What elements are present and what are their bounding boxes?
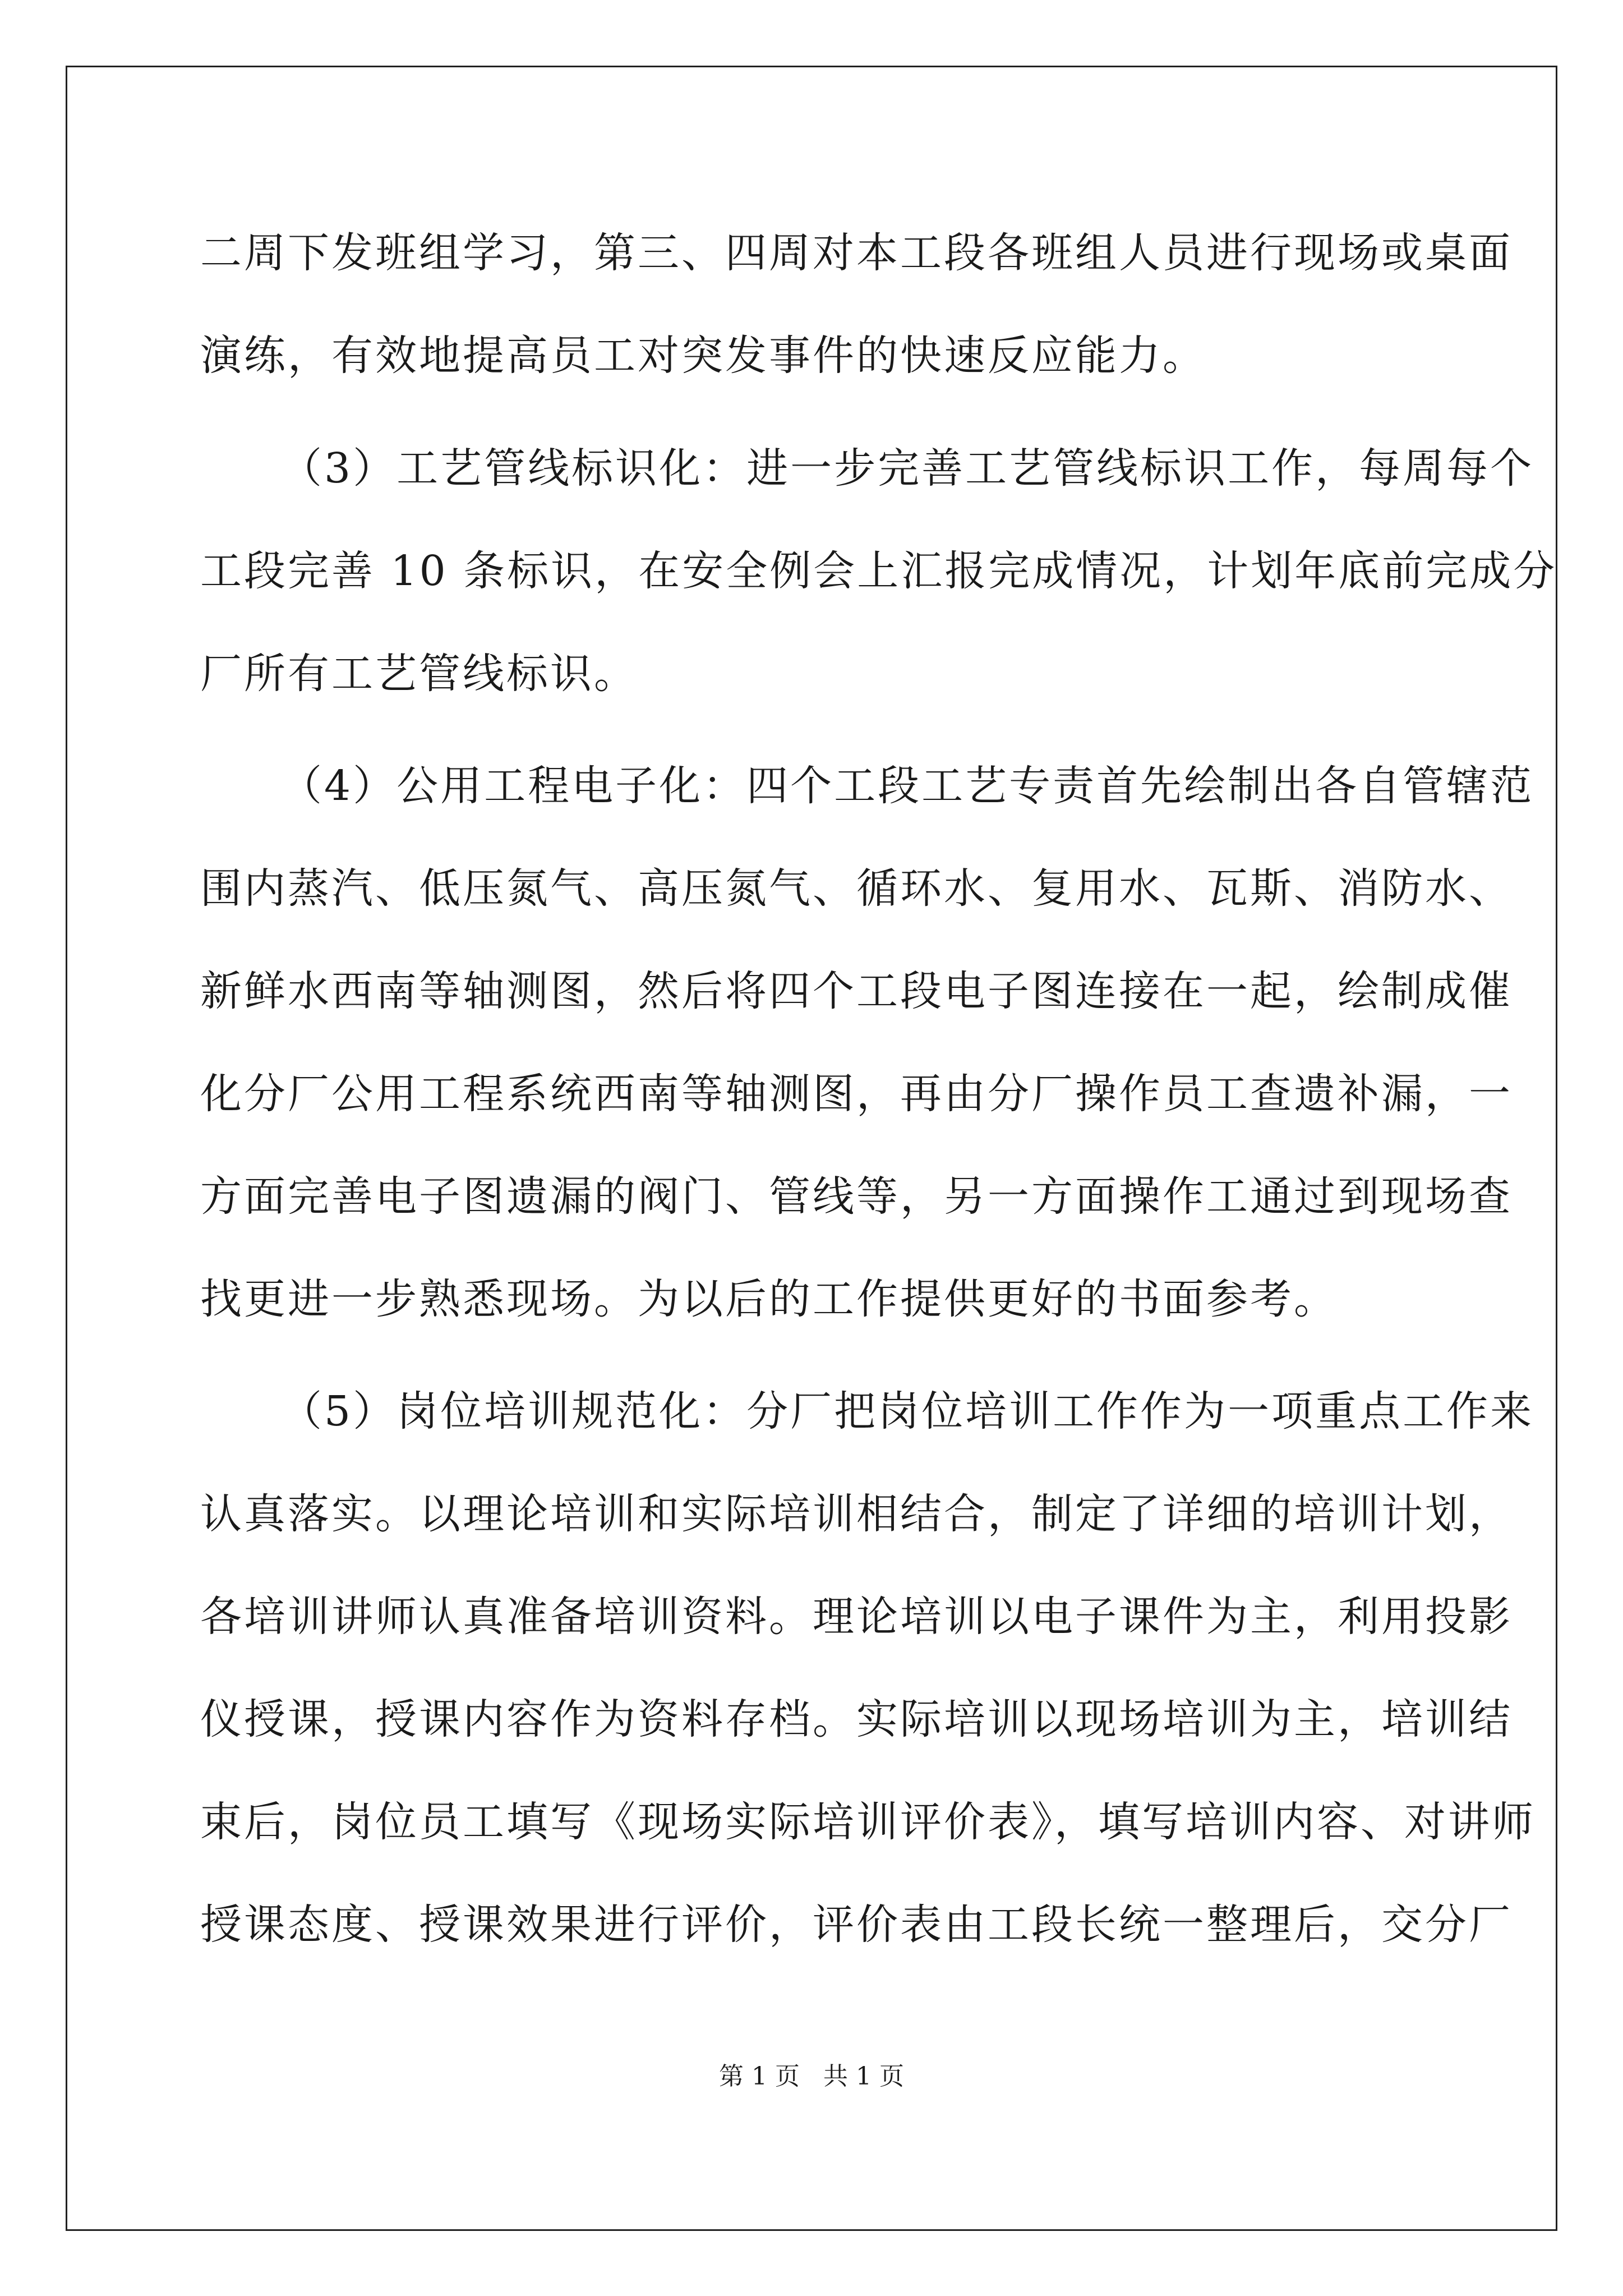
paragraph-line: 方面完善电子图遗漏的阀门、管线等，另一方面操作工通过到现场查 bbox=[200, 1172, 1513, 1221]
paragraph-line: 厂所有工艺管线标识。 bbox=[200, 650, 638, 698]
paragraph-line: 各培训讲师认真准备培训资料。理论培训以电子课件为主，利用投影 bbox=[200, 1593, 1513, 1641]
paragraph-line: 授课态度、授课效果进行评价，评价表由工段长统一整理后，交分厂 bbox=[200, 1901, 1513, 1949]
paragraph-line: 认真落实。以理论培训和实际培训相结合，制定了详细的培训计划， bbox=[200, 1490, 1513, 1538]
paragraph-line: 工段完善 10 条标识，在安全例会上汇报完成情况，计划年底前完成分 bbox=[200, 547, 1557, 595]
paragraph-line: 化分厂公用工程系统西南等轴测图，再由分厂操作员工查遗补漏，一 bbox=[200, 1070, 1513, 1118]
page-footer: 第 1 页 共 1 页 bbox=[719, 2062, 904, 2091]
paragraph-line: （4）公用工程电子化：四个工段工艺专责首先绘制出各自管辖范 bbox=[280, 762, 1534, 810]
paragraph-line: （3）工艺管线标识化：进一步完善工艺管线标识工作，每周每个 bbox=[280, 444, 1534, 493]
paragraph-line: 仪授课，授课内容作为资料存档。实际培训以现场培训为主，培训结 bbox=[200, 1695, 1513, 1743]
paragraph-line: 新鲜水西南等轴测图，然后将四个工段电子图连接在一起，绘制成催 bbox=[200, 967, 1513, 1015]
paragraph-line: 二周下发班组学习，第三、四周对本工段各班组人员进行现场或桌面 bbox=[200, 229, 1513, 277]
paragraph-line: 演练，有效地提高员工对突发事件的快速反应能力。 bbox=[200, 332, 1206, 380]
paragraph-line: 束后，岗位员工填写《现场实际培训评价表》，填写培训内容、对讲师 bbox=[200, 1798, 1536, 1846]
paragraph-line: （5）岗位培训规范化：分厂把岗位培训工作作为一项重点工作来 bbox=[280, 1387, 1534, 1435]
paragraph-line: 找更进一步熟悉现场。为以后的工作提供更好的书面参考。 bbox=[200, 1275, 1338, 1323]
paragraph-line: 围内蒸汽、低压氮气、高压氮气、循环水、复用水、瓦斯、消防水、 bbox=[200, 864, 1513, 913]
